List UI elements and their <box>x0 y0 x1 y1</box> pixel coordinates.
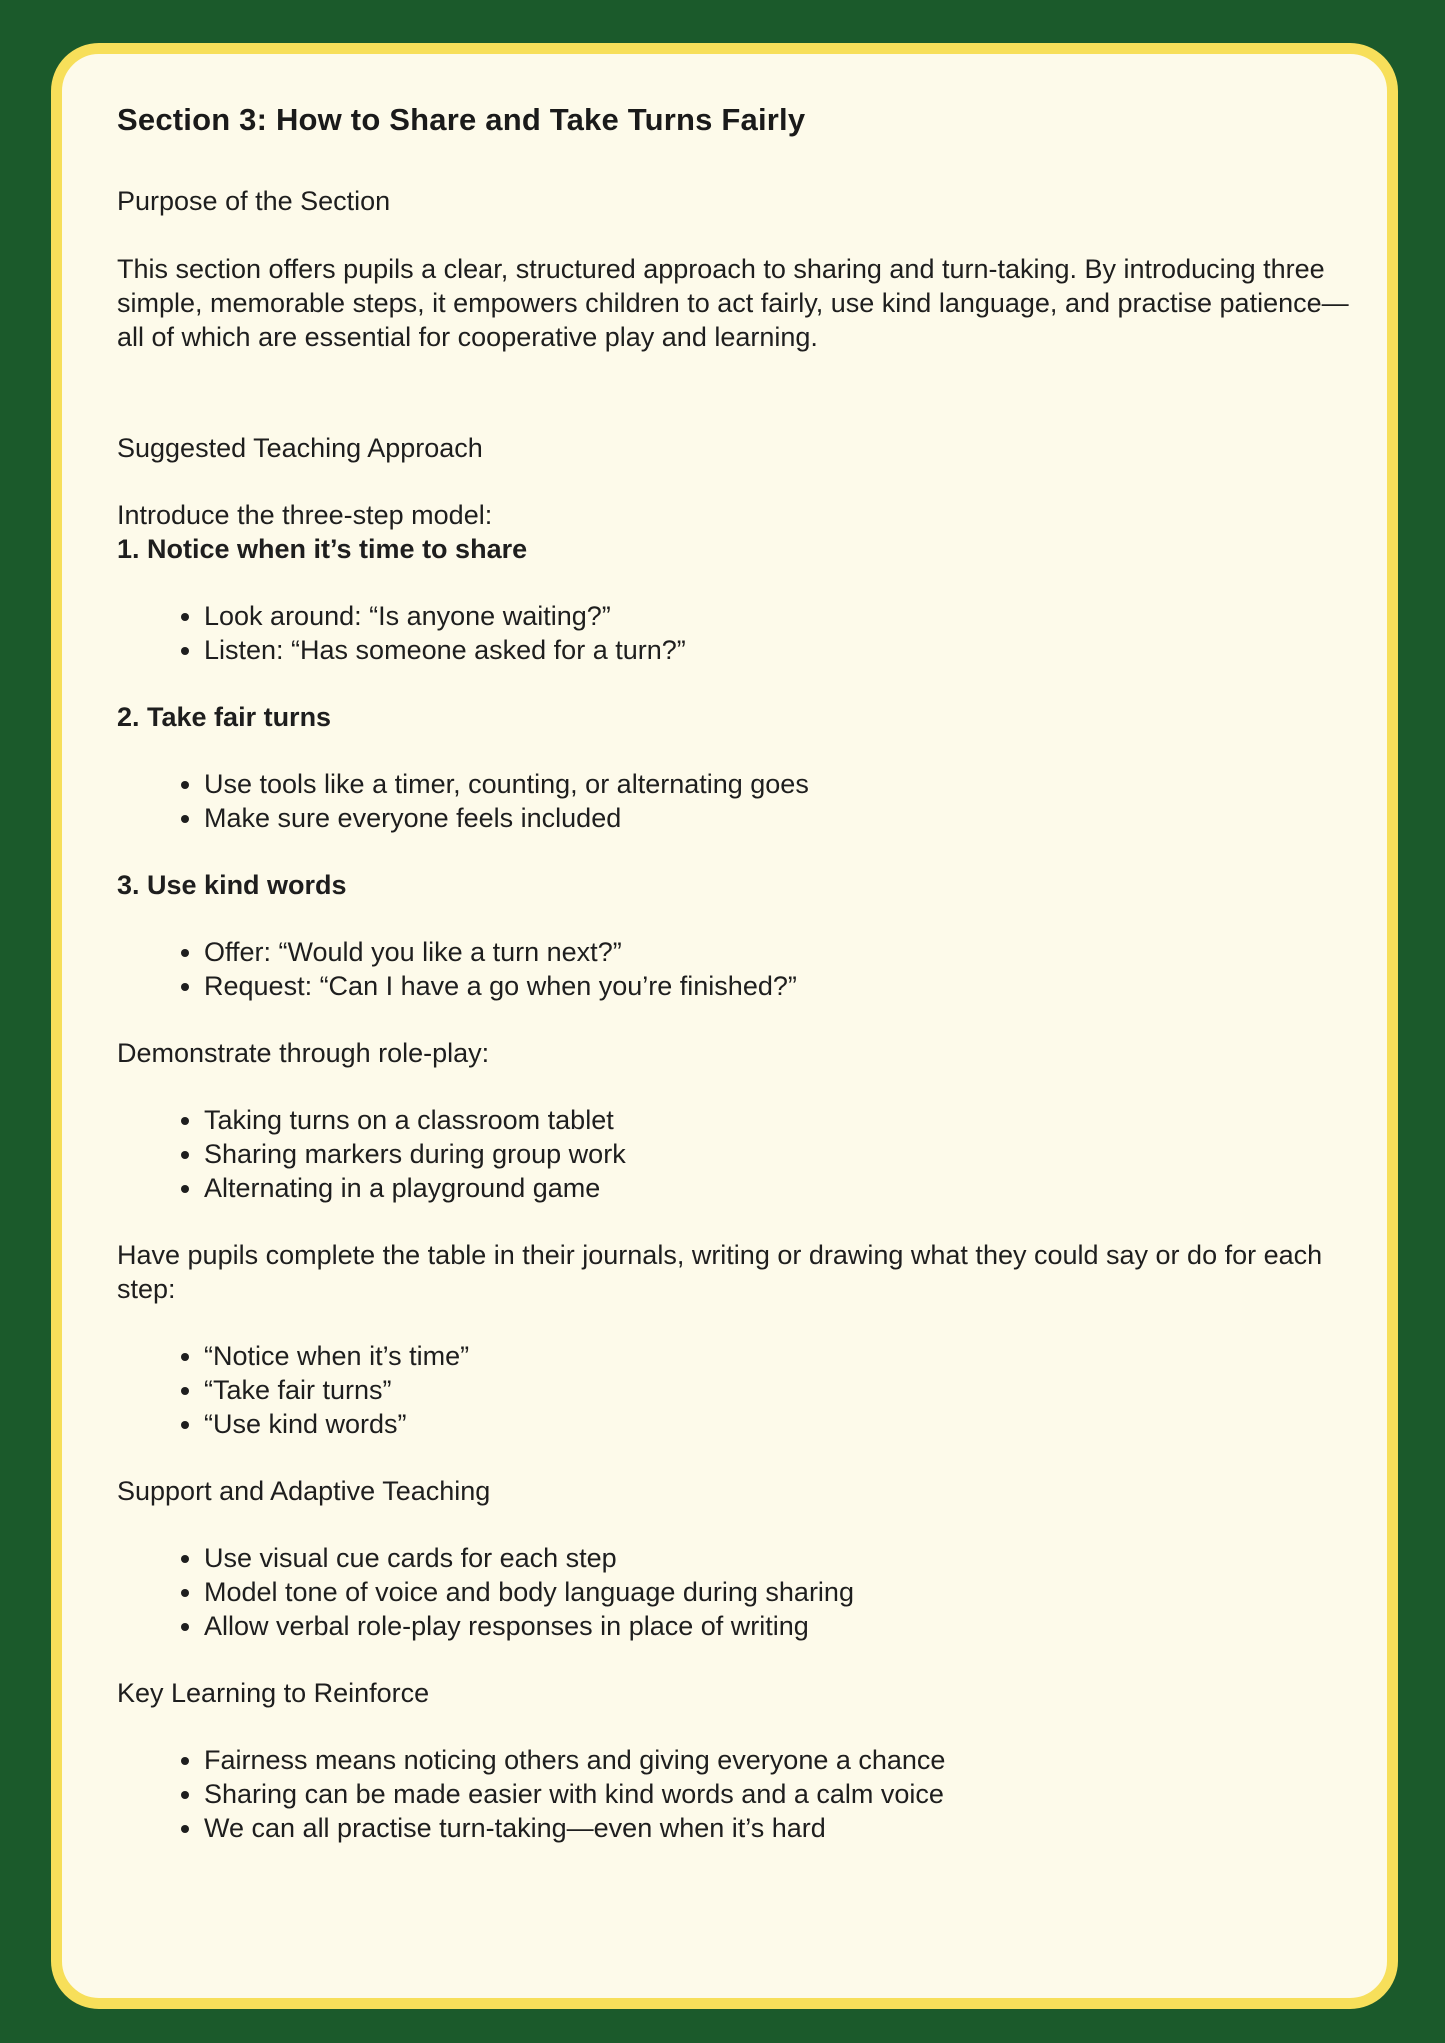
key-learning-list <box>117 1743 1367 1845</box>
document-card <box>51 43 1398 2009</box>
step-2-list <box>117 767 1367 835</box>
list-item: • Allow verbal role-play responses in place of writing <box>204 1609 1367 1643</box>
page-title: Section 3: How to Share and Take Turns Fairly <box>117 102 806 137</box>
list-item: • Taking turns on a classroom tablet <box>204 1103 1367 1137</box>
step-2-label: 2. Take fair turns <box>117 702 332 732</box>
list-item: • Model tone of voice and body language during sharing <box>204 1575 1367 1609</box>
approach-intro: Introduce the three-step model: <box>117 500 493 530</box>
step-1-label: 1. Notice when it’s time to share <box>117 534 528 564</box>
journal-list <box>117 1339 1367 1441</box>
list-item: • Make sure everyone feels included <box>204 801 1367 835</box>
list-item: • Look around: “Is anyone waiting?” <box>204 599 1367 633</box>
list-item: • Use tools like a timer, counting, or alternating goes <box>204 767 1367 801</box>
document-content <box>117 99 1367 1845</box>
list-item: • Use visual cue cards for each step <box>204 1541 1367 1575</box>
list-item: • Offer: “Would you like a turn next?” <box>204 935 1367 969</box>
journal-intro: Have pupils complete the table in their journals, writing or drawing what they could say or do for each step: <box>117 1240 1323 1304</box>
list-item: • “Use kind words” <box>204 1407 1367 1441</box>
support-list <box>117 1541 1367 1643</box>
roleplay-intro: Demonstrate through role-play: <box>117 1038 490 1068</box>
step-3-list <box>117 935 1367 1003</box>
list-item: • We can all practise turn-taking—even when it’s hard <box>204 1811 1367 1845</box>
list-item: • “Notice when it’s time” <box>204 1339 1367 1373</box>
list-item: • Sharing markers during group work <box>204 1137 1367 1171</box>
list-item: • Sharing can be made easier with kind words and a calm voice <box>204 1777 1367 1811</box>
list-item: • Listen: “Has someone asked for a turn?” <box>204 633 1367 667</box>
list-item: • Request: “Can I have a go when you’re finished?” <box>204 969 1367 1003</box>
step-3-label: 3. Use kind words <box>117 870 347 900</box>
support-heading: Support and Adaptive Teaching <box>117 1476 491 1506</box>
list-item: • “Take fair turns” <box>204 1373 1367 1407</box>
list-item: • Alternating in a playground game <box>204 1171 1367 1205</box>
approach-heading: Suggested Teaching Approach <box>117 433 483 463</box>
purpose-heading: Purpose of the Section <box>117 186 391 216</box>
list-item: • Fairness means noticing others and giving everyone a chance <box>204 1743 1367 1777</box>
purpose-body: This section offers pupils a clear, structured approach to sharing and turn-taking. By introducing three simple, memorable steps, it empowers children to act fairly, use kind language, and practise patience—all of which are essential for cooperative play and learning. <box>117 254 1349 352</box>
key-learning-heading: Key Learning to Reinforce <box>117 1678 430 1708</box>
roleplay-list <box>117 1103 1367 1205</box>
step-1-list <box>117 599 1367 667</box>
